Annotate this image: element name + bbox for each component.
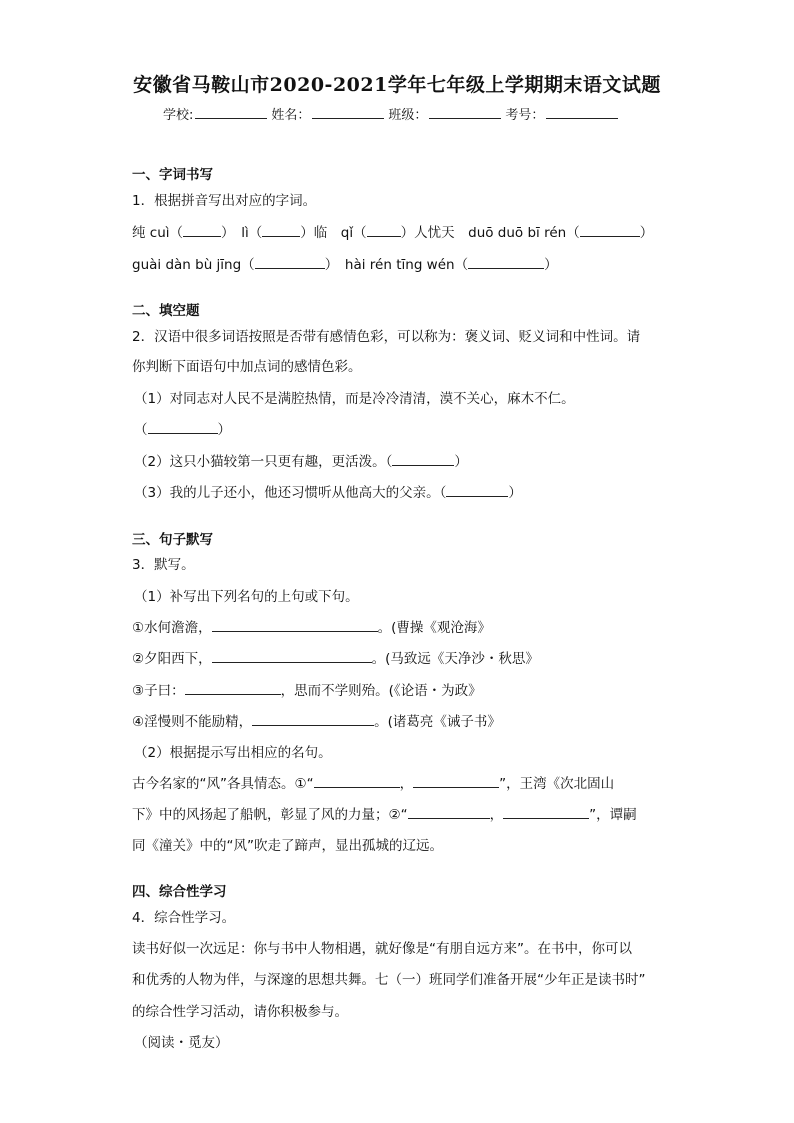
question-text: （3）我的儿子还小，他还习惯听从他高大的父亲。（ bbox=[134, 485, 447, 501]
question-1-stem: 1．根据拼音写出对应的字词。 bbox=[132, 193, 317, 209]
paren-close: ） bbox=[454, 454, 468, 470]
school-label: 学校: bbox=[163, 108, 194, 123]
prompt-text: ， bbox=[399, 776, 414, 792]
question-2-part-1-answer bbox=[134, 421, 231, 439]
page-title: 安徽省马鞍山市2020-2021学年七年级上学期期末语文试题 bbox=[133, 74, 661, 96]
prompt-text: ， bbox=[489, 807, 504, 823]
question-2-part-2 bbox=[134, 453, 468, 471]
pinyin-text: ）临 qǐ（ bbox=[300, 225, 367, 241]
wind-prompt-line-2 bbox=[132, 806, 637, 824]
question-4-stem: 4．综合性学习。 bbox=[132, 910, 236, 926]
question-3-sub-1: （1）补写出下列名句的上句或下句。 bbox=[134, 589, 359, 605]
question-3-sub-2: （2）根据提示写出相应的名句。 bbox=[134, 745, 332, 761]
recite-line-3 bbox=[132, 682, 482, 700]
answer-blank[interactable] bbox=[262, 224, 300, 237]
prompt-text: 下》中的风扬起了船帆，彰显了风的力量；②“ bbox=[132, 807, 408, 823]
exam-no-blank[interactable] bbox=[546, 106, 618, 119]
paren-close: ） bbox=[217, 422, 231, 438]
recite-text: ④淫慢则不能励精， bbox=[132, 714, 253, 730]
question-4-para-1: 读书好似一次远足：你与书中人物相遇，就好像是“有朋自远方来”。在书中，你可以 bbox=[132, 941, 632, 957]
recite-source: 。(诸葛亮《诫子书》 bbox=[374, 714, 501, 730]
class-label: 班级： bbox=[388, 108, 428, 123]
pinyin-text: ） lì（ bbox=[221, 225, 263, 241]
question-1-row-2 bbox=[132, 256, 558, 274]
answer-blank[interactable] bbox=[212, 619, 378, 632]
section-heading-1: 一、字词书写 bbox=[132, 167, 213, 183]
pinyin-text: ）人忧天 duō duō bī rén（ bbox=[400, 225, 580, 241]
question-4-para-2: 和优秀的人物为伴，与深邃的思想共舞。七（一）班同学们准备开展“少年正是读书时” bbox=[132, 972, 646, 988]
name-blank[interactable] bbox=[312, 106, 384, 119]
section-heading-4: 四、综合性学习 bbox=[132, 884, 227, 900]
pinyin-text: ） hài rén tīng wén（ bbox=[324, 257, 469, 273]
prompt-text: ”，王湾《次北固山 bbox=[499, 776, 615, 792]
recite-text: ②夕阳西下， bbox=[132, 651, 212, 667]
prompt-text: ”，谭嗣 bbox=[589, 807, 637, 823]
answer-blank[interactable] bbox=[468, 256, 544, 269]
answer-blank[interactable] bbox=[252, 713, 374, 726]
prompt-text: 古今名家的“风”各具情态。①“ bbox=[132, 776, 314, 792]
school-blank[interactable] bbox=[195, 106, 267, 119]
question-4-subheading: （阅读・觅友） bbox=[134, 1035, 229, 1051]
answer-blank[interactable] bbox=[580, 224, 640, 237]
answer-blank[interactable] bbox=[446, 484, 508, 497]
question-2-stem-cont: 你判断下面语句中加点词的感情色彩。 bbox=[132, 359, 362, 375]
recite-text: ③子曰： bbox=[132, 683, 185, 699]
pinyin-text: ） bbox=[544, 257, 558, 273]
recite-text: ①水何澹澹， bbox=[132, 620, 212, 636]
wind-prompt-line-1 bbox=[132, 775, 614, 793]
answer-blank[interactable] bbox=[408, 806, 490, 819]
answer-blank[interactable] bbox=[212, 650, 372, 663]
recite-line-4 bbox=[132, 713, 501, 731]
wind-prompt-line-3: 同《潼关》中的“风”吹走了蹄声，显出孤城的辽远。 bbox=[132, 838, 443, 854]
answer-blank[interactable] bbox=[367, 224, 401, 237]
recite-source: ，思而不学则殆。(《论语・为政》 bbox=[280, 683, 482, 699]
question-2-part-3 bbox=[134, 484, 522, 502]
question-1-row-1 bbox=[132, 224, 653, 242]
paren-open: （ bbox=[134, 422, 148, 438]
class-blank[interactable] bbox=[429, 106, 501, 119]
name-label: 姓名： bbox=[271, 108, 311, 123]
question-2-stem: 2．汉语中很多词语按照是否带有感情色彩，可以称为：褒义词、贬义词和中性词。请 bbox=[132, 329, 641, 345]
answer-blank[interactable] bbox=[413, 775, 499, 788]
question-2-part-1: （1）对同志对人民不是满腔热情，而是冷冷清清，漠不关心，麻木不仁。 bbox=[134, 391, 575, 407]
answer-blank[interactable] bbox=[148, 421, 218, 434]
answer-blank[interactable] bbox=[314, 775, 400, 788]
answer-blank[interactable] bbox=[255, 256, 325, 269]
recite-line-1 bbox=[132, 619, 491, 637]
recite-line-2 bbox=[132, 650, 539, 668]
pinyin-text: guài dàn bù jīng（ bbox=[132, 257, 255, 273]
question-text: （2）这只小猫较第一只更有趣，更活泼。（ bbox=[134, 454, 393, 470]
question-3-stem: 3．默写。 bbox=[132, 557, 195, 573]
answer-blank[interactable] bbox=[185, 682, 281, 695]
recite-source: 。(曹操《观沧海》 bbox=[377, 620, 491, 636]
pinyin-text: ） bbox=[639, 225, 654, 241]
student-info-row bbox=[163, 104, 622, 123]
section-heading-3: 三、句子默写 bbox=[132, 532, 213, 548]
section-heading-2: 二、填空题 bbox=[132, 303, 200, 319]
answer-blank[interactable] bbox=[392, 453, 454, 466]
answer-blank[interactable] bbox=[183, 224, 221, 237]
pinyin-text: 纯 cuì（ bbox=[132, 225, 184, 241]
paren-close: ） bbox=[508, 485, 522, 501]
question-4-para-3: 的综合性学习活动，请你积极参与。 bbox=[132, 1004, 348, 1020]
recite-source: 。(马致远《天净沙・秋思》 bbox=[371, 651, 539, 667]
answer-blank[interactable] bbox=[503, 806, 589, 819]
exam-no-label: 考号： bbox=[505, 108, 545, 123]
